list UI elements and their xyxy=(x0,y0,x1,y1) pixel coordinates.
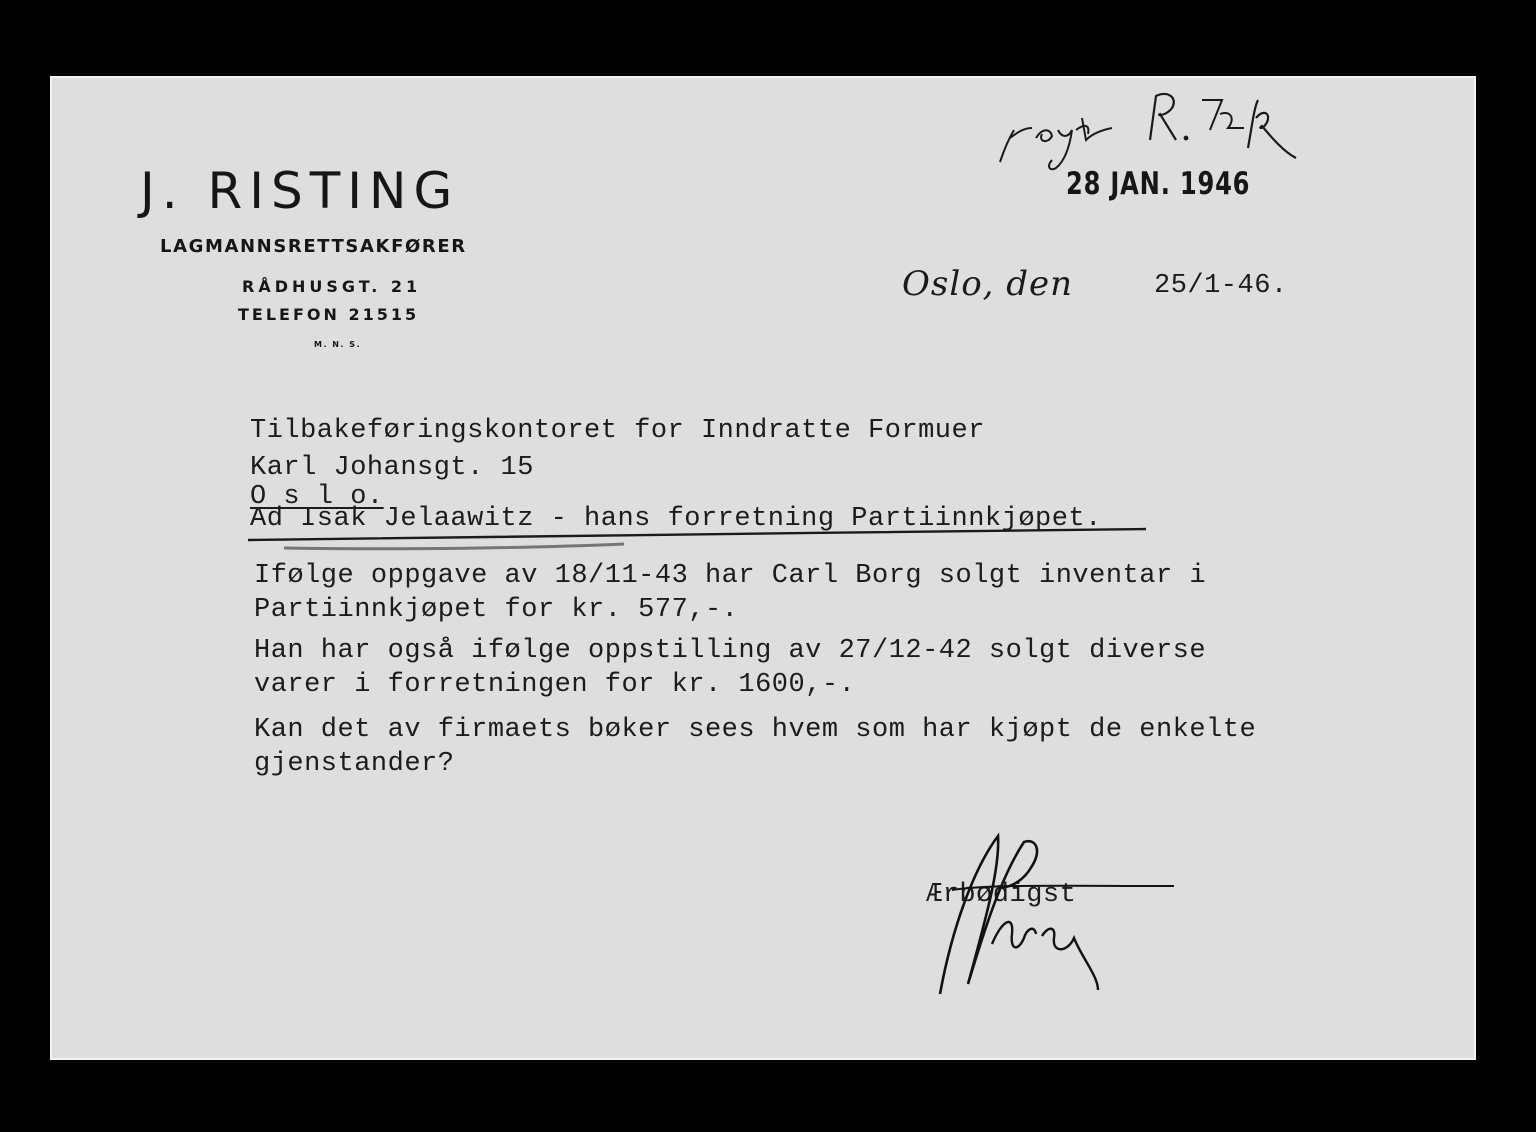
recipient-line-1: Tilbakeføringskontoret for Inndratte Formuer xyxy=(250,416,985,446)
firm-address: RÅDHUSGT. 21 xyxy=(242,277,422,296)
dateline-place: Oslo, den xyxy=(902,264,1074,304)
body-paragraph-1-line-2: Partiinnkjøpet for kr. 577,-. xyxy=(254,595,739,625)
letter-sheet xyxy=(50,76,1476,1060)
recipient-line-2: Karl Johansgt. 15 xyxy=(250,453,534,483)
received-stamp: 28 JAN. 1946 xyxy=(1066,166,1251,202)
firm-name: J. RISTING xyxy=(140,162,460,220)
firm-phone: TELEFON 21515 xyxy=(238,305,420,324)
recipient-line-3: O s l o. xyxy=(250,482,384,512)
body-paragraph-3-line-1: Kan det av firmaets bøker sees hvem som har kjøpt de enkelte xyxy=(254,715,1257,745)
body-paragraph-2-line-2: varer i forretningen for kr. 1600,-. xyxy=(254,670,856,700)
closing-salutation: Ærbødigst xyxy=(926,880,1077,910)
subject-line: Ad Isak Jelaawitz - hans forretning Partiinnkjøpet. xyxy=(250,504,1102,534)
body-paragraph-3-line-2: gjenstander? xyxy=(254,749,455,779)
firm-title: LAGMANNSRETTSAKFØRER xyxy=(160,236,467,257)
signature xyxy=(52,78,1478,1062)
dateline-date: 25/1-46. xyxy=(1154,271,1288,301)
body-paragraph-1-line-1: Ifølge oppgave av 18/11-43 har Carl Borg solgt inventar i xyxy=(254,561,1207,591)
firm-initials: M. N. S. xyxy=(314,340,362,349)
body-paragraph-2-line-1: Han har også ifølge oppstilling av 27/12-42 solgt diverse xyxy=(254,636,1207,666)
